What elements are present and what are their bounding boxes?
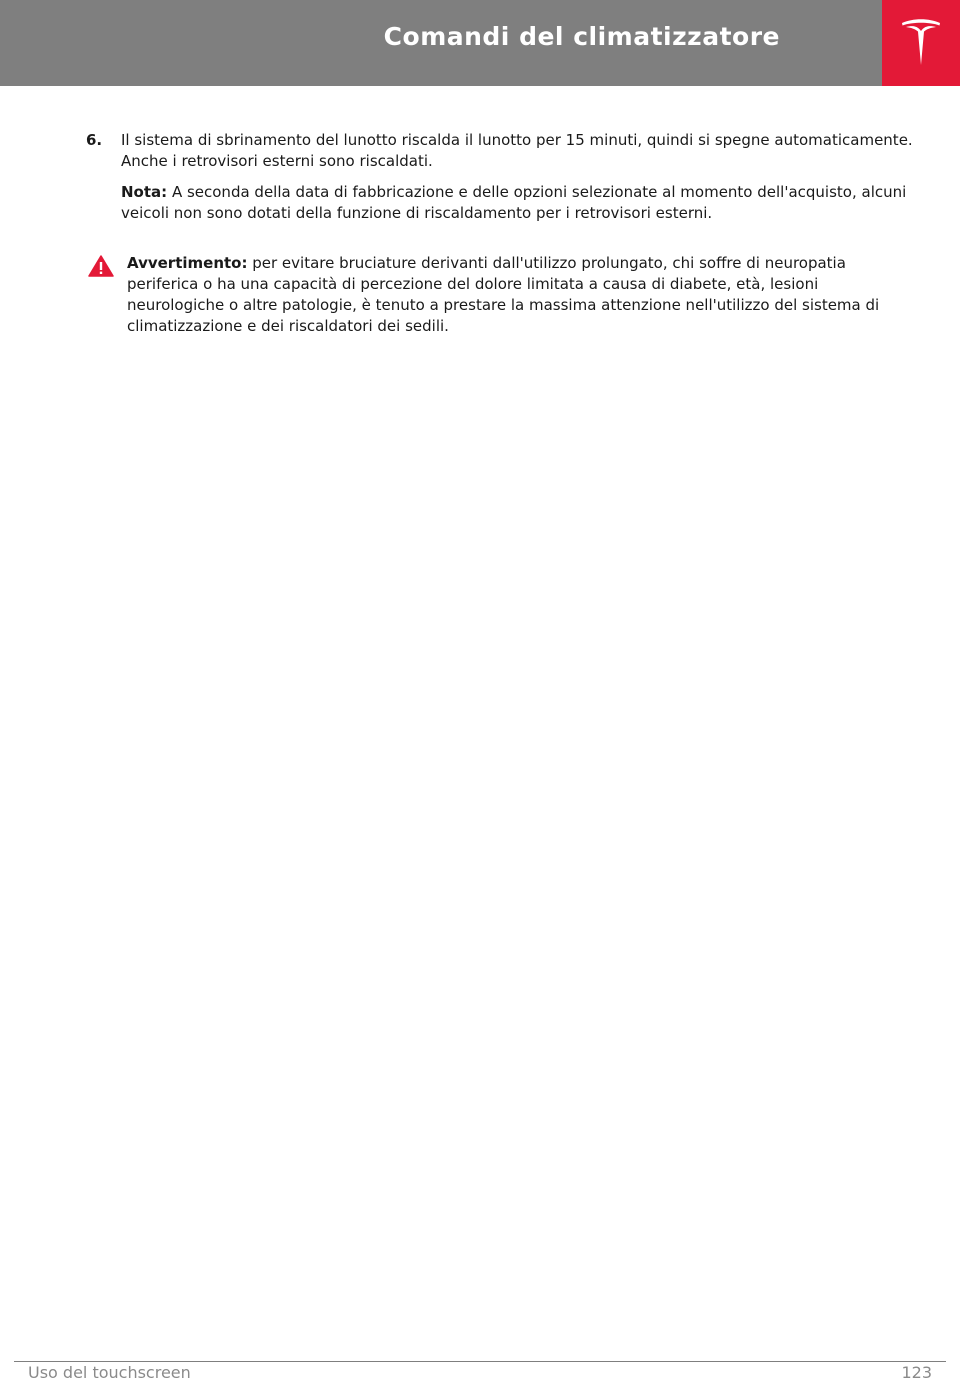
note-block — [121, 182, 911, 224]
page-title: Comandi del climatizzatore — [383, 22, 780, 51]
warning-block — [86, 253, 916, 337]
warning-triangle-icon — [88, 255, 114, 277]
header-bar — [0, 0, 882, 86]
step-text: Il sistema di sbrinamento del lunotto riscalda il lunotto per 15 minuti, quindi si spegne automaticamente. Anche i retrovisori esterni sono riscaldati. — [121, 131, 913, 170]
warning-text: per evitare bruciature derivanti dall'utilizzo prolungato, chi soffre di neuropatia periferica o ha una capacità di percezione del dolore limitata a causa di diabete, età, lesioni neurologiche o altre patologie, è tenuto a prestare la massima attenzione nell'utilizzo del sistema di climatizzazione e dei riscaldatori dei sedili. — [127, 254, 880, 335]
tesla-logo-icon — [901, 17, 941, 67]
footer-section-title: Uso del touchscreen — [28, 1363, 191, 1382]
page-number: 123 — [901, 1363, 932, 1382]
brand-box — [882, 0, 960, 86]
step-number: 6. — [86, 131, 103, 149]
note-text: A seconda della data di fabbricazione e delle opzioni selezionate al momento dell'acquisto, alcuni veicoli non sono dotati della funzione di riscaldamento per i retrovisori esterni. — [121, 183, 907, 222]
note-label: Nota: — [121, 183, 168, 201]
warning-label: Avvertimento: — [127, 254, 248, 272]
warning-body — [127, 253, 916, 337]
footer-divider — [14, 1361, 946, 1362]
step-item — [86, 130, 916, 172]
